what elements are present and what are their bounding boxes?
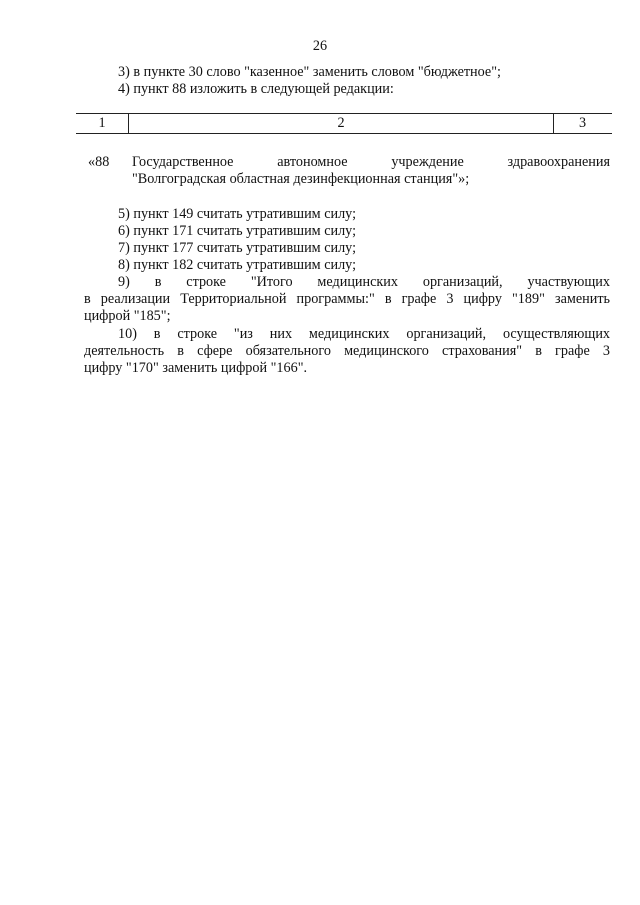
intro-line-3: 3) в пункте 30 слово "казенное" заменить словом "бюджетное"; xyxy=(118,64,501,80)
list-item-10-line-2: деятельность в сфере обязательного медицинского страхования" в графе 3 xyxy=(84,343,610,359)
list-item-10-line-1: 10) в строке "из них медицинских организаций, осуществляющих xyxy=(118,326,610,342)
list-item-10-line-3: цифру "170" заменить цифрой "166". xyxy=(84,360,308,376)
table-header-col-2: 2 xyxy=(128,114,554,133)
list-item-7: 7) пункт 177 считать утратившим силу; xyxy=(118,240,357,256)
table-header-col-1: 1 xyxy=(98,115,106,131)
list-item-6: 6) пункт 171 считать утратившим силу; xyxy=(118,223,357,239)
entry-text xyxy=(132,154,610,188)
intro-line-4: 4) пункт 88 изложить в следующей редакции: xyxy=(118,81,394,97)
entry-line: Государственное автономное учреждение здравоохранения xyxy=(132,154,610,170)
list-item-8: 8) пункт 182 считать утратившим силу; xyxy=(118,257,357,273)
list-item-9-line-1: 9) в строке "Итого медицинских организаций, участвующих xyxy=(118,274,610,290)
list-item-9-line-2: в реализации Территориальной программы:" в графе 3 цифру "189" заменить xyxy=(84,291,610,307)
page-number: 26 xyxy=(312,38,328,54)
list-item-9-line-3: цифрой "185"; xyxy=(84,308,171,324)
table-header-row xyxy=(76,113,612,134)
list-item-5: 5) пункт 149 считать утратившим силу; xyxy=(118,206,357,222)
entry-line: "Волгоградская областная дезинфекционная станция"»; xyxy=(132,171,470,187)
table-header-col-3: 3 xyxy=(578,115,587,131)
entry-number: «88 xyxy=(88,154,110,170)
